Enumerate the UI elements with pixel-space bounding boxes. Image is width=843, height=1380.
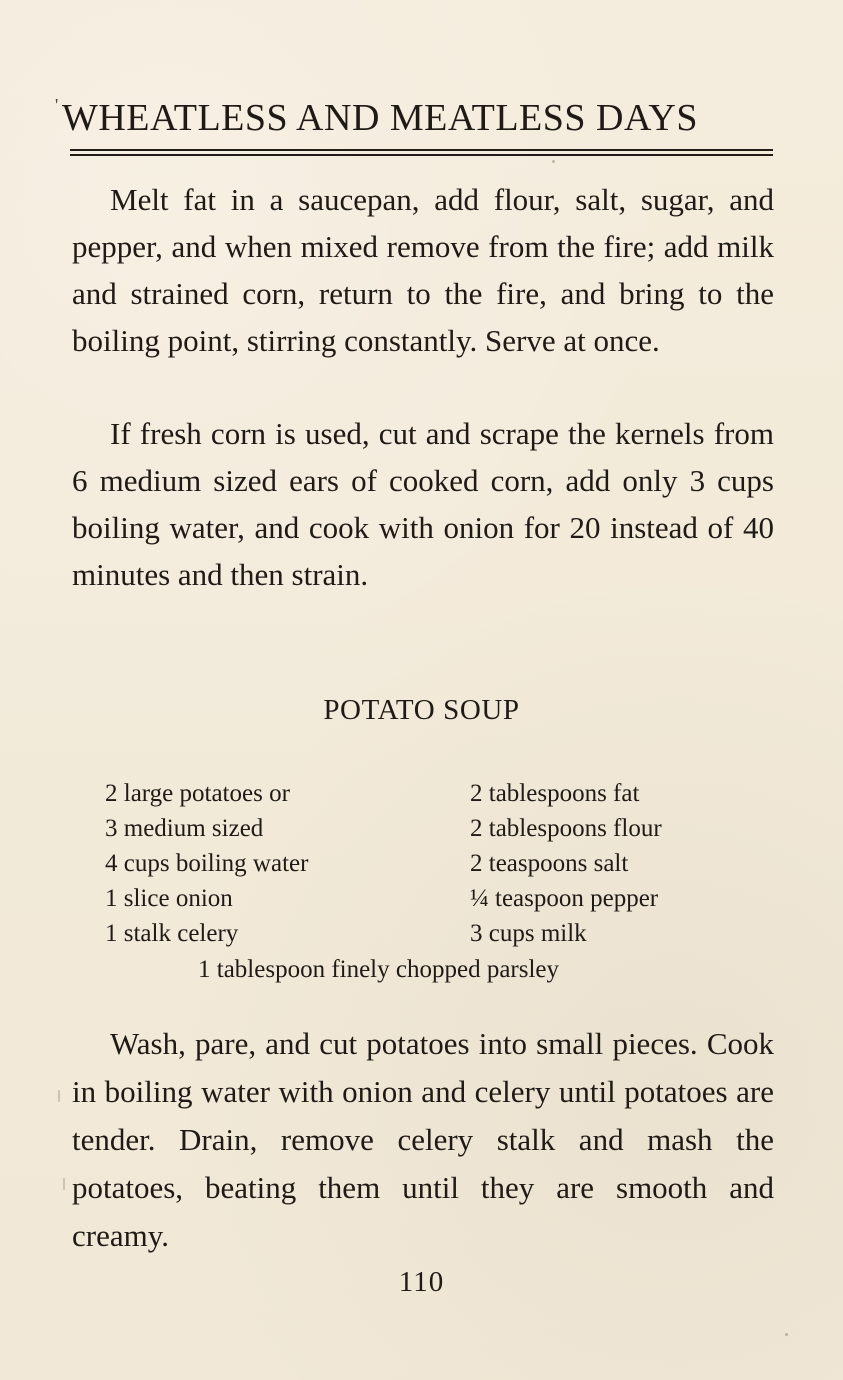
paper-speck xyxy=(785,1333,788,1336)
recipe-title: POTATO SOUP xyxy=(323,694,520,726)
body-paragraph-3 xyxy=(72,1020,774,1260)
running-head-tick: ' xyxy=(55,95,59,115)
ingredient-item: 2 tablespoons fat xyxy=(470,780,640,807)
body-paragraph-2 xyxy=(72,410,774,598)
paragraph-text: If fresh corn is used, cut and scrape the kernels from 6 medium sized ears of cooked corn, add only 3 cups boiling water, and cook with onion for 20 instead of 40 minutes and then strain. xyxy=(72,416,774,592)
ingredients-right-column xyxy=(470,776,770,951)
paragraph-text: Melt fat in a saucepan, add flour, salt, sugar, and pepper, and when mixed remove from the fire; add milk and strained corn, return to the fire, and bring to the boiling point, stirring constantly. Serve at once. xyxy=(72,182,774,358)
ingredient-item: ¼ teaspoon pepper xyxy=(470,885,659,912)
ingredient-item: 4 cups boiling water xyxy=(105,850,309,877)
ingredient-item: 2 large potatoes or xyxy=(105,780,290,807)
paper-speck xyxy=(552,160,555,163)
ingredient-item: 3 cups milk xyxy=(470,920,587,947)
ingredient-item: 2 tablespoons flour xyxy=(470,815,662,842)
ingredients-left-column xyxy=(105,776,425,951)
ingredient-item: 2 teaspoons salt xyxy=(470,850,629,877)
ingredient-item: 1 stalk celery xyxy=(105,920,239,947)
ingredient-item: 1 slice onion xyxy=(105,885,233,912)
page-number: 110 xyxy=(398,1266,445,1298)
ingredient-item: 3 medium sized xyxy=(105,815,264,842)
paper-mark xyxy=(63,1178,65,1190)
header-double-rule xyxy=(70,149,773,157)
running-head xyxy=(55,95,772,139)
ingredient-item-full-width: 1 tablespoon finely chopped parsley xyxy=(198,956,560,983)
paper-mark xyxy=(58,1090,60,1102)
body-paragraph-1 xyxy=(72,176,774,364)
paragraph-text: Wash, pare, and cut potatoes into small pieces. Cook in boiling water with onion and celery until potatoes are tender. Drain, remove celery stalk and mash the potatoes, beating them until they are smooth and creamy. xyxy=(72,1026,774,1253)
running-head-title: WHEATLESS AND MEATLESS DAYS xyxy=(62,97,698,139)
